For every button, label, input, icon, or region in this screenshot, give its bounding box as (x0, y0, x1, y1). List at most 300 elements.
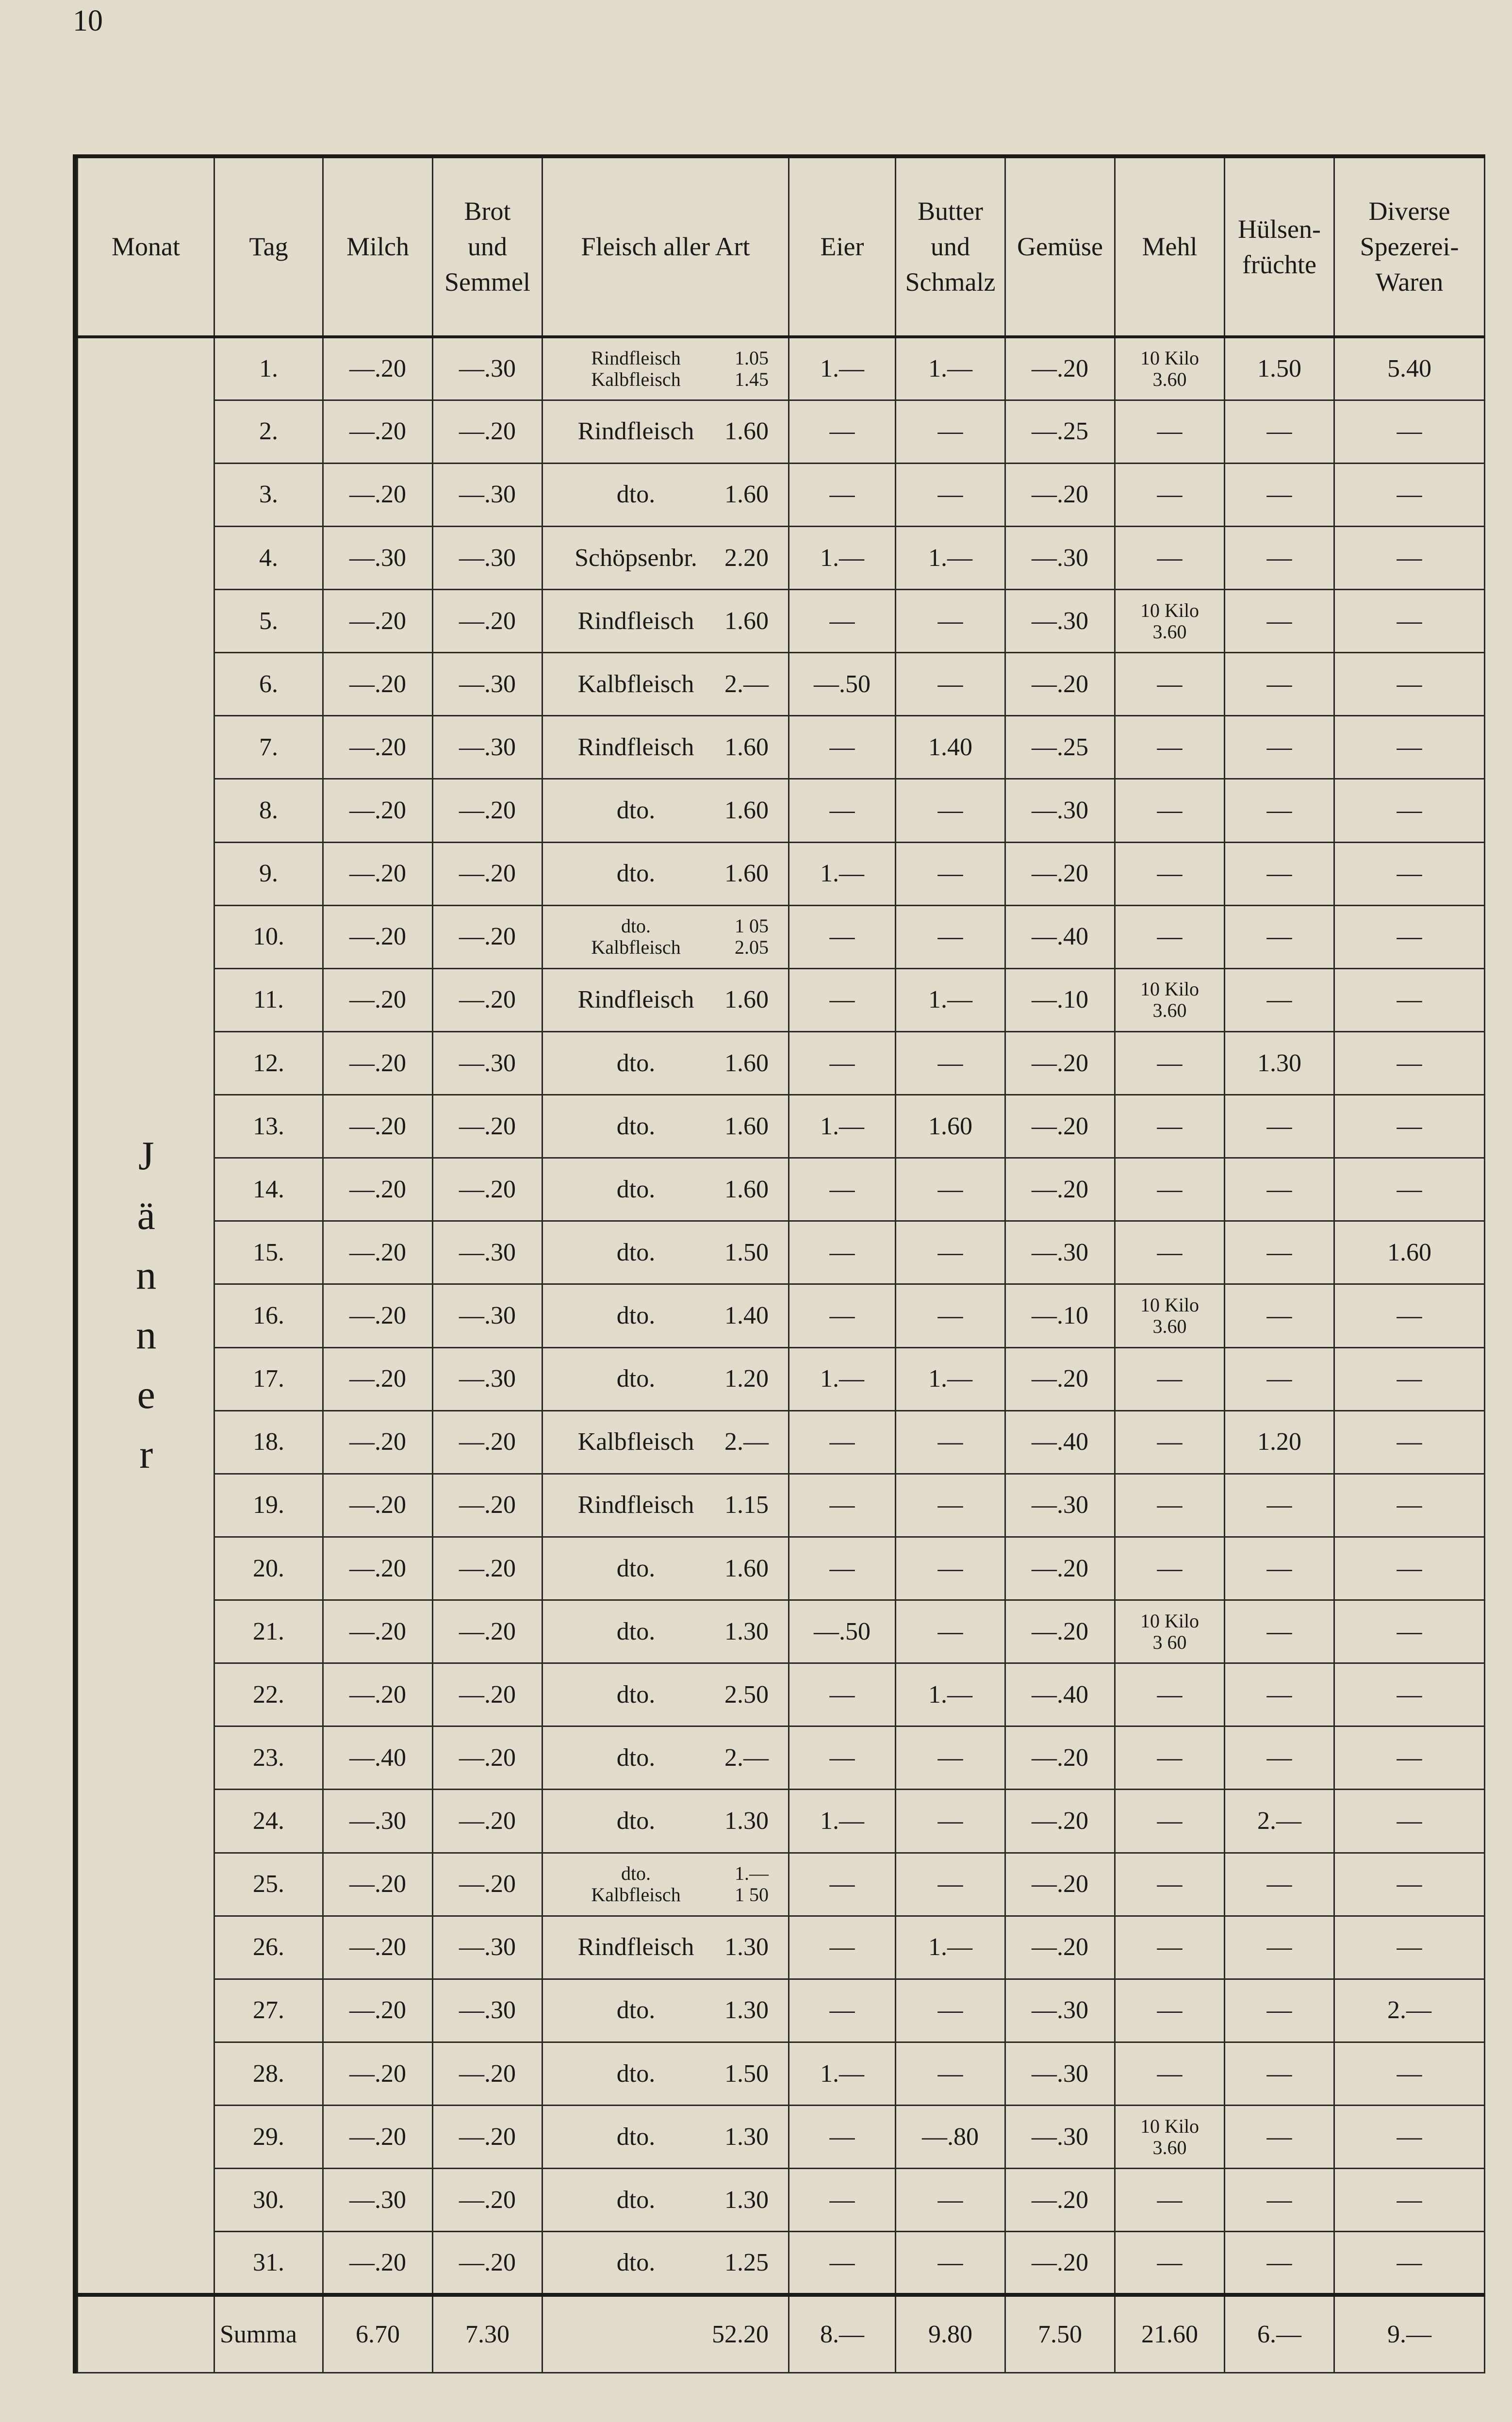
cell-tag: 3. (214, 463, 323, 526)
table-row (78, 653, 1485, 716)
cell-eier: — (789, 716, 896, 779)
summa-eier: 8.— (789, 2295, 896, 2373)
meat-name: Kalbfleisch (591, 1884, 681, 1906)
mehl-line: — (1157, 1049, 1183, 1077)
meat-price: 1.60 (724, 607, 769, 635)
cell-huelsen: — (1225, 1663, 1334, 1726)
table-row (78, 842, 1485, 905)
header-butter (896, 156, 1005, 337)
meat-entry (543, 1112, 788, 1141)
meat-name: Rindfleisch (577, 1933, 694, 1961)
cell-huelsen: — (1225, 1726, 1334, 1790)
cell-mehl (1115, 1726, 1225, 1790)
header-huelsen (1225, 156, 1334, 337)
cell-tag: 15. (214, 1221, 323, 1284)
cell-fleisch (542, 1916, 789, 1979)
cell-gemuese: —.40 (1005, 1410, 1115, 1474)
cell-diverse: — (1334, 905, 1485, 968)
meat-price: 1.60 (724, 986, 769, 1014)
cell-diverse: — (1334, 1284, 1485, 1347)
meat-entry (543, 1427, 788, 1457)
cell-gemuese: —.20 (1005, 1916, 1115, 1979)
cell-eier: 1.— (789, 2042, 896, 2105)
cell-eier: — (789, 463, 896, 526)
meat-name: dto. (616, 860, 656, 888)
cell-fleisch (542, 2106, 789, 2169)
page-number: 10 (73, 4, 103, 37)
cell-butter: — (896, 653, 1005, 716)
cell-butter: 1.60 (896, 1095, 1005, 1158)
meat-price: 1.45 (735, 368, 769, 390)
cell-milch: —.20 (323, 1979, 433, 2042)
table-row (78, 1284, 1485, 1347)
cell-huelsen: — (1225, 1853, 1334, 1916)
cell-mehl (1115, 337, 1225, 400)
cell-brot: —.30 (433, 1347, 542, 1410)
cell-milch: —.20 (323, 1284, 433, 1347)
cell-eier: — (789, 1726, 896, 1790)
cell-tag: 23. (214, 1726, 323, 1790)
cell-mehl (1115, 1979, 1225, 2042)
cell-butter: 1.— (896, 1347, 1005, 1410)
cell-tag: 20. (214, 1537, 323, 1600)
header-brot (433, 156, 542, 337)
header-eier: Eier (789, 156, 896, 337)
mehl-line: — (1157, 796, 1183, 825)
cell-mehl (1115, 1600, 1225, 1663)
cell-brot: —.20 (433, 1663, 542, 1726)
mehl-line: — (1157, 1238, 1183, 1266)
meat-entry (543, 796, 788, 825)
mehl-line: — (1157, 1933, 1183, 1961)
cell-mehl (1115, 2042, 1225, 2105)
header-diverse-line: Spezerei- (1360, 232, 1459, 262)
cell-huelsen: — (1225, 716, 1334, 779)
cell-huelsen: — (1225, 2169, 1334, 2232)
cell-fleisch (542, 1726, 789, 1790)
cell-eier: — (789, 2169, 896, 2232)
meat-entry (543, 2186, 788, 2215)
meat-name: dto. (616, 1554, 656, 1582)
cell-tag: 31. (214, 2232, 323, 2295)
mehl-line: 3.60 (1152, 2136, 1187, 2158)
mehl-line: — (1157, 1870, 1183, 1898)
cell-butter: — (896, 1726, 1005, 1790)
cell-brot: —.20 (433, 2042, 542, 2105)
meat-price: 1.30 (724, 1807, 769, 1835)
cell-butter: — (896, 1221, 1005, 1284)
cell-butter: —.80 (896, 2106, 1005, 2169)
cell-milch: —.30 (323, 2169, 433, 2232)
table-row (78, 779, 1485, 842)
meat-name: Kalbfleisch (591, 368, 681, 390)
meat-entry (543, 607, 788, 636)
meat-subentry (557, 369, 769, 390)
meat-subentry (557, 937, 769, 958)
cell-tag: 13. (214, 1095, 323, 1158)
meat-entry (543, 1996, 788, 2025)
cell-diverse: — (1334, 1726, 1485, 1790)
cell-eier: 1.— (789, 842, 896, 905)
table-row (78, 1031, 1485, 1095)
cell-eier: 1.— (789, 526, 896, 589)
cell-gemuese: —.20 (1005, 653, 1115, 716)
meat-price: 1.15 (724, 1491, 769, 1519)
cell-mehl (1115, 1474, 1225, 1537)
meat-entry (543, 1863, 788, 1906)
cell-milch: —.20 (323, 968, 433, 1031)
cell-brot: —.30 (433, 1031, 542, 1095)
cell-butter: 1.40 (896, 716, 1005, 779)
meat-price: 1.60 (724, 481, 769, 509)
meat-name: dto. (616, 2123, 656, 2151)
cell-butter: — (896, 1284, 1005, 1347)
meat-subentry (557, 1884, 769, 1906)
meat-entry (543, 2248, 788, 2277)
table-row (78, 1979, 1485, 2042)
table-row (78, 463, 1485, 526)
summa-diverse: 9.— (1334, 2295, 1485, 2373)
cell-mehl (1115, 1347, 1225, 1410)
cell-eier: — (789, 1916, 896, 1979)
cell-diverse: — (1334, 1853, 1485, 1916)
cell-gemuese: —.25 (1005, 716, 1115, 779)
table-row (78, 1410, 1485, 1474)
cell-brot: —.20 (433, 905, 542, 968)
cell-huelsen: — (1225, 1158, 1334, 1221)
cell-eier: 1.— (789, 1347, 896, 1410)
cell-milch: —.30 (323, 526, 433, 589)
cell-mehl (1115, 400, 1225, 463)
meat-name: Rindfleisch (577, 417, 694, 446)
meat-price: 1.30 (724, 1617, 769, 1645)
cell-eier: — (789, 2232, 896, 2295)
cell-gemuese: —.10 (1005, 968, 1115, 1031)
table-row (78, 716, 1485, 779)
cell-milch: —.20 (323, 1158, 433, 1221)
cell-huelsen: — (1225, 779, 1334, 842)
table-row (78, 526, 1485, 589)
cell-tag: 24. (214, 1790, 323, 1853)
meat-price: 1.60 (724, 1112, 769, 1140)
cell-tag: 22. (214, 1663, 323, 1726)
cell-milch: —.20 (323, 2042, 433, 2105)
cell-butter: 1.— (896, 337, 1005, 400)
cell-huelsen: — (1225, 842, 1334, 905)
meat-name: dto. (616, 2059, 656, 2088)
cell-fleisch (542, 2169, 789, 2232)
table-row (78, 1726, 1485, 1790)
table-row (78, 1600, 1485, 1663)
meat-entry (543, 670, 788, 699)
cell-diverse: 5.40 (1334, 337, 1485, 400)
cell-butter: — (896, 2042, 1005, 2105)
cell-milch: —.20 (323, 1537, 433, 1600)
header-brot-line: und (468, 232, 507, 262)
table-row (78, 1474, 1485, 1537)
cell-butter: — (896, 842, 1005, 905)
cell-fleisch (542, 1095, 789, 1158)
cell-tag: 30. (214, 2169, 323, 2232)
cell-fleisch (542, 968, 789, 1031)
header-monat: Monat (78, 156, 214, 337)
cell-tag: 14. (214, 1158, 323, 1221)
cell-butter: — (896, 1410, 1005, 1474)
cell-butter: 1.— (896, 526, 1005, 589)
summa-huelsen: 6.— (1225, 2295, 1334, 2373)
cell-diverse: — (1334, 1663, 1485, 1726)
table-row (78, 1916, 1485, 1979)
mehl-line: 10 Kilo (1140, 978, 1200, 1000)
table-row (78, 337, 1485, 400)
meat-name: dto. (616, 1175, 656, 1203)
meat-price: 1.40 (724, 1302, 769, 1330)
cell-fleisch (542, 1158, 789, 1221)
meat-name: dto. (621, 1862, 651, 1885)
cell-huelsen: — (1225, 968, 1334, 1031)
header-diverse (1334, 156, 1485, 337)
cell-gemuese: —.30 (1005, 2106, 1115, 2169)
meat-name: dto. (616, 1302, 656, 1330)
summa-gemuese: 7.50 (1005, 2295, 1115, 2373)
cell-fleisch (542, 716, 789, 779)
table-row (78, 2042, 1485, 2105)
meat-price: 2.— (724, 1743, 769, 1772)
meat-entry (543, 1238, 788, 1267)
meat-price: 1.30 (724, 1933, 769, 1961)
cell-tag: 21. (214, 1600, 323, 1663)
cell-mehl (1115, 1221, 1225, 1284)
cell-fleisch (542, 1537, 789, 1600)
cell-milch: —.30 (323, 1790, 433, 1853)
cell-butter: — (896, 779, 1005, 842)
cell-milch: —.20 (323, 1600, 433, 1663)
cell-tag: 6. (214, 653, 323, 716)
cell-eier: 1.— (789, 1790, 896, 1853)
cell-diverse: — (1334, 1600, 1485, 1663)
cell-mehl (1115, 1031, 1225, 1095)
meat-price: 1.30 (724, 2186, 769, 2214)
cell-gemuese: —.20 (1005, 1031, 1115, 1095)
cell-diverse: — (1334, 590, 1485, 653)
cell-huelsen: — (1225, 1916, 1334, 1979)
cell-fleisch (542, 400, 789, 463)
cell-fleisch (542, 779, 789, 842)
mehl-line: — (1157, 2186, 1183, 2214)
cell-gemuese: —.20 (1005, 1158, 1115, 1221)
cell-gemuese: —.30 (1005, 779, 1115, 842)
cell-brot: —.20 (433, 2232, 542, 2295)
cell-mehl (1115, 2106, 1225, 2169)
meat-entry (543, 1743, 788, 1773)
cell-gemuese: —.10 (1005, 1284, 1115, 1347)
table-row (78, 2232, 1485, 2295)
meat-name: Rindfleisch (577, 986, 694, 1014)
meat-name: Schöpsenbr. (575, 544, 697, 572)
cell-gemuese: —.30 (1005, 1474, 1115, 1537)
meat-price: 2.20 (724, 544, 769, 572)
meat-entry (543, 985, 788, 1014)
cell-diverse: — (1334, 779, 1485, 842)
cell-eier: 1.— (789, 1095, 896, 1158)
cell-milch: —.20 (323, 400, 433, 463)
cell-huelsen: 1.50 (1225, 337, 1334, 400)
cell-diverse: — (1334, 2169, 1485, 2232)
cell-tag: 27. (214, 1979, 323, 2042)
header-huelsen-line: Hülsen- (1238, 214, 1321, 244)
cell-gemuese: —.30 (1005, 1979, 1115, 2042)
meat-name: dto. (616, 2248, 656, 2276)
table-row (78, 2106, 1485, 2169)
cell-huelsen: — (1225, 1095, 1334, 1158)
meat-name: Kalbfleisch (577, 670, 694, 698)
mehl-line: — (1157, 1807, 1183, 1835)
cell-milch: —.20 (323, 1916, 433, 1979)
header-butter-line: und (931, 232, 970, 262)
mehl-line: 10 Kilo (1140, 347, 1200, 369)
cell-huelsen: — (1225, 526, 1334, 589)
cell-brot: —.20 (433, 2106, 542, 2169)
cell-brot: —.20 (433, 842, 542, 905)
meat-price: 2.05 (735, 936, 769, 959)
cell-brot: —.20 (433, 2169, 542, 2232)
cell-fleisch (542, 1284, 789, 1347)
summa-milch: 6.70 (323, 2295, 433, 2373)
mehl-line: — (1157, 670, 1183, 698)
meat-entry (543, 348, 788, 390)
meat-entry (543, 733, 788, 762)
cell-eier: — (789, 1410, 896, 1474)
mehl-line: 10 Kilo (1140, 599, 1200, 621)
header-brot-line: Semmel (444, 267, 530, 297)
header-milch: Milch (323, 156, 433, 337)
cell-fleisch (542, 1347, 789, 1410)
cell-mehl (1115, 1158, 1225, 1221)
cell-fleisch (542, 1979, 789, 2042)
cell-diverse: — (1334, 1790, 1485, 1853)
cell-fleisch (542, 526, 789, 589)
cell-milch: —.20 (323, 1095, 433, 1158)
cell-mehl (1115, 1790, 1225, 1853)
header-diverse-line: Waren (1375, 267, 1444, 297)
cell-gemuese: —.20 (1005, 1095, 1115, 1158)
cell-diverse: — (1334, 1095, 1485, 1158)
header-brot-line: Brot (464, 197, 511, 226)
cell-mehl (1115, 1284, 1225, 1347)
cell-fleisch (542, 842, 789, 905)
meat-price: 2.— (724, 670, 769, 698)
cell-mehl (1115, 1663, 1225, 1726)
meat-entry (543, 417, 788, 446)
cell-tag: 19. (214, 1474, 323, 1537)
mehl-line: 3 60 (1152, 1631, 1187, 1653)
cell-gemuese: —.25 (1005, 400, 1115, 463)
cell-diverse: — (1334, 1537, 1485, 1600)
mehl-line: — (1157, 1175, 1183, 1203)
cell-butter: 1.— (896, 968, 1005, 1031)
summa-brot: 7.30 (433, 2295, 542, 2373)
cell-diverse: — (1334, 1347, 1485, 1410)
cell-mehl (1115, 1410, 1225, 1474)
meat-price: 1.30 (724, 2123, 769, 2151)
cell-eier: — (789, 1853, 896, 1916)
meat-price: 1.50 (724, 2059, 769, 2088)
mehl-line: — (1157, 860, 1183, 888)
mehl-line: — (1157, 1428, 1183, 1456)
table-row (78, 1158, 1485, 1221)
cell-tag: 28. (214, 2042, 323, 2105)
cell-butter: — (896, 400, 1005, 463)
mehl-line: — (1157, 923, 1183, 951)
cell-eier: — (789, 1537, 896, 1600)
mehl-line: — (1157, 1680, 1183, 1709)
cell-brot: —.20 (433, 1410, 542, 1474)
meat-name: dto. (616, 1617, 656, 1645)
cell-gemuese: —.20 (1005, 1853, 1115, 1916)
cell-diverse: — (1334, 2042, 1485, 2105)
cell-milch: —.20 (323, 1347, 433, 1410)
cell-milch: —.20 (323, 779, 433, 842)
cell-tag: 12. (214, 1031, 323, 1095)
cell-diverse: — (1334, 526, 1485, 589)
cell-huelsen: — (1225, 1221, 1334, 1284)
cell-mehl (1115, 1095, 1225, 1158)
cell-fleisch (542, 1474, 789, 1537)
mehl-line: — (1157, 1491, 1183, 1519)
cell-diverse: — (1334, 1916, 1485, 1979)
cell-brot: —.20 (433, 1474, 542, 1537)
cell-tag: 26. (214, 1916, 323, 1979)
cell-eier: — (789, 1284, 896, 1347)
cell-milch: —.20 (323, 842, 433, 905)
header-gemuese: Gemüse (1005, 156, 1115, 337)
meat-name: dto. (616, 1743, 656, 1772)
cell-diverse: — (1334, 1410, 1485, 1474)
cell-fleisch (542, 1853, 789, 1916)
table-row (78, 1221, 1485, 1284)
cell-milch: —.20 (323, 2106, 433, 2169)
cell-gemuese: —.20 (1005, 337, 1115, 400)
cell-butter: — (896, 590, 1005, 653)
cell-tag: 17. (214, 1347, 323, 1410)
table-row (78, 905, 1485, 968)
cell-gemuese: —.40 (1005, 905, 1115, 968)
cell-huelsen: — (1225, 2232, 1334, 2295)
cell-gemuese: —.40 (1005, 1663, 1115, 1726)
table-row (78, 590, 1485, 653)
cell-eier: — (789, 1474, 896, 1537)
meat-price: 1.60 (724, 796, 769, 825)
cell-fleisch (542, 463, 789, 526)
cell-fleisch (542, 1031, 789, 1095)
cell-mehl (1115, 2169, 1225, 2232)
meat-entry (543, 1807, 788, 1836)
cell-eier: — (789, 1979, 896, 2042)
meat-entry (543, 915, 788, 958)
cell-diverse: 2.— (1334, 1979, 1485, 2042)
cell-mehl (1115, 716, 1225, 779)
header-huelsen-line: früchte (1242, 249, 1316, 279)
table-row (78, 1663, 1485, 1726)
summa-mehl: 21.60 (1115, 2295, 1225, 2373)
meat-price: 1.60 (724, 1175, 769, 1203)
cell-eier: — (789, 590, 896, 653)
mehl-line: — (1157, 481, 1183, 509)
header-row (78, 156, 1485, 337)
cell-huelsen: 1.20 (1225, 1410, 1334, 1474)
cell-huelsen: — (1225, 2106, 1334, 2169)
mehl-line: — (1157, 1743, 1183, 1772)
